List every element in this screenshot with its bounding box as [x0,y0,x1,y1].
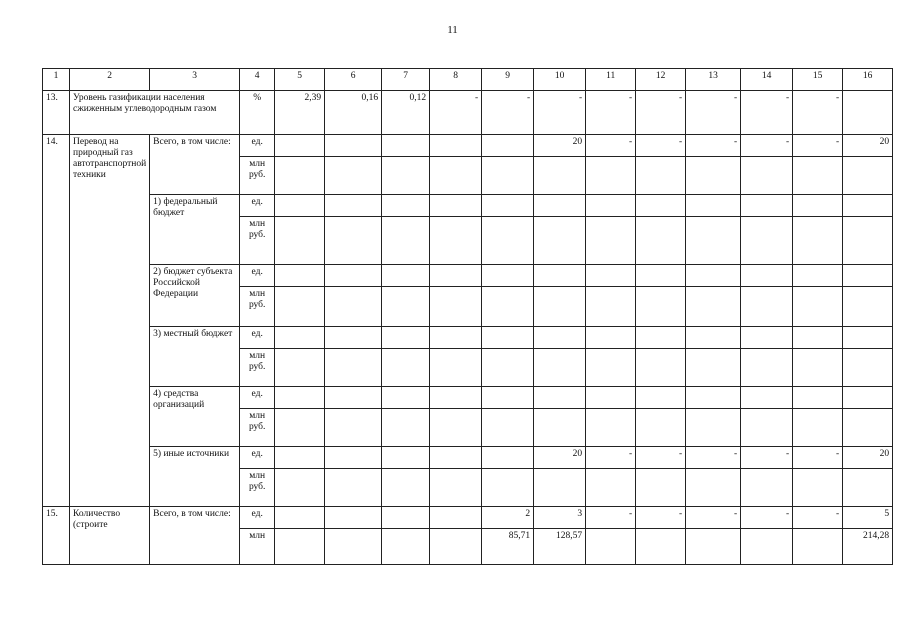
column-number-cell: 9 [482,69,534,91]
table-row [43,327,893,349]
value-cell [482,265,534,287]
table-row [43,195,893,217]
value-cell: - [741,91,793,135]
value-cell [741,265,793,287]
value-cell [793,265,843,287]
value-cell [325,157,382,195]
unit-cell: млн руб. [240,349,275,387]
value-cell [482,287,534,327]
value-cell [741,217,793,265]
value-cell [793,349,843,387]
value-cell [382,287,430,327]
value-cell [275,507,325,529]
value-cell [843,409,893,447]
value-cell [325,217,382,265]
value-cell: - [482,91,534,135]
value-cell [636,217,686,265]
value-cell [325,349,382,387]
value-cell [686,217,741,265]
value-cell [586,409,636,447]
funding-source-label: 5) иные источники [150,447,240,507]
value-cell: - [586,447,636,469]
value-cell [843,287,893,327]
column-number-cell: 5 [275,69,325,91]
value-cell [382,447,430,469]
value-cell [636,469,686,507]
value-cell [430,529,482,565]
value-cell: - [430,91,482,135]
value-cell [586,157,636,195]
value-cell [793,217,843,265]
value-cell: - [686,135,741,157]
value-cell: - [793,135,843,157]
value-cell: 0,12 [382,91,430,135]
value-cell [793,387,843,409]
value-cell [636,287,686,327]
value-cell: 2 [482,507,534,529]
value-cell [741,327,793,349]
value-cell [275,217,325,265]
value-cell [793,469,843,507]
value-cell: 20 [534,135,586,157]
value-cell [686,327,741,349]
value-cell [843,349,893,387]
value-cell [741,349,793,387]
value-cell [325,327,382,349]
unit-cell: млн [240,529,275,565]
value-cell [482,349,534,387]
column-number-cell: 6 [325,69,382,91]
value-cell [382,195,430,217]
value-cell [482,387,534,409]
row-number: 15. [43,507,70,565]
value-cell [430,157,482,195]
value-cell [534,327,586,349]
value-cell [482,217,534,265]
value-cell [636,195,686,217]
value-cell [275,409,325,447]
value-cell [686,529,741,565]
unit-cell: млн руб. [240,409,275,447]
column-number-cell: 2 [70,69,150,91]
value-cell [382,349,430,387]
value-cell [325,287,382,327]
value-cell [686,157,741,195]
value-cell: - [636,447,686,469]
value-cell [843,469,893,507]
table-row [43,387,893,409]
value-cell [686,287,741,327]
funding-source-label: Всего, в том числе: [150,135,240,195]
unit-cell: млн руб. [240,287,275,327]
value-cell [325,409,382,447]
value-cell [636,409,686,447]
column-number-cell: 7 [382,69,430,91]
value-cell [430,387,482,409]
value-cell [586,217,636,265]
value-cell [482,469,534,507]
value-cell [843,327,893,349]
value-cell [275,287,325,327]
value-cell [382,409,430,447]
value-cell [482,327,534,349]
value-cell [741,529,793,565]
value-cell [382,217,430,265]
value-cell [534,287,586,327]
value-cell [843,217,893,265]
value-cell [275,349,325,387]
value-cell: - [534,91,586,135]
value-cell: - [686,507,741,529]
value-cell [275,157,325,195]
value-cell [586,287,636,327]
value-cell: 0,16 [325,91,382,135]
funding-source-label: Всего, в том числе: [150,507,240,565]
value-cell [686,349,741,387]
value-cell [534,349,586,387]
value-cell [325,529,382,565]
value-cell [843,91,893,135]
value-cell [275,265,325,287]
row-number: 13. [43,91,70,135]
unit-cell: ед. [240,327,275,349]
value-cell [325,387,382,409]
value-cell [430,287,482,327]
table-row [43,91,893,135]
funding-source-label: 4) средства организаций [150,387,240,447]
indicator-title: Количество (строите [70,507,150,565]
unit-cell: млн руб. [240,157,275,195]
funding-source-label: 1) федеральный бюджет [150,195,240,265]
value-cell: - [741,507,793,529]
column-number-cell: 4 [240,69,275,91]
value-cell [382,157,430,195]
unit-cell: млн руб. [240,469,275,507]
value-cell [534,409,586,447]
value-cell [586,195,636,217]
unit-cell: ед. [240,195,275,217]
value-cell [325,135,382,157]
value-cell: - [741,447,793,469]
column-number-cell: 1 [43,69,70,91]
value-cell [325,265,382,287]
unit-cell: ед. [240,265,275,287]
value-cell: - [636,135,686,157]
value-cell [275,195,325,217]
value-cell [382,387,430,409]
value-cell [741,469,793,507]
unit-cell: ед. [240,135,275,157]
value-cell [275,327,325,349]
indicator-table [42,68,893,565]
unit-cell: ед. [240,387,275,409]
value-cell: 20 [843,447,893,469]
column-number-cell: 15 [793,69,843,91]
unit-cell: млн руб. [240,217,275,265]
funding-source-label: 2) бюджет субъекта Российской Федерации [150,265,240,327]
value-cell: - [636,91,686,135]
value-cell: 85,71 [482,529,534,565]
value-cell [843,265,893,287]
column-number-row [43,69,893,91]
table-row [43,265,893,287]
value-cell [382,327,430,349]
table-row [43,507,893,529]
value-cell [482,409,534,447]
value-cell: 20 [843,135,893,157]
value-cell [325,447,382,469]
value-cell: 128,57 [534,529,586,565]
value-cell [586,349,636,387]
value-cell [275,387,325,409]
value-cell [430,135,482,157]
value-cell [430,349,482,387]
value-cell [636,327,686,349]
column-number-cell: 8 [430,69,482,91]
value-cell [382,469,430,507]
value-cell: - [636,507,686,529]
value-cell [482,157,534,195]
value-cell [586,265,636,287]
value-cell [482,195,534,217]
column-number-cell: 11 [586,69,636,91]
value-cell [430,327,482,349]
value-cell [686,409,741,447]
value-cell [482,135,534,157]
table-row [43,447,893,469]
value-cell [482,447,534,469]
value-cell [534,387,586,409]
unit-cell: ед. [240,447,275,469]
column-number-cell: 12 [636,69,686,91]
value-cell [636,387,686,409]
value-cell: - [741,135,793,157]
value-cell: - [586,135,636,157]
value-cell [686,387,741,409]
value-cell [325,195,382,217]
column-number-cell: 14 [741,69,793,91]
value-cell [793,409,843,447]
table-row [43,135,893,157]
value-cell [430,195,482,217]
value-cell [430,217,482,265]
value-cell [586,327,636,349]
value-cell [275,447,325,469]
row-number: 14. [43,135,70,507]
value-cell [325,507,382,529]
column-number-cell: 13 [686,69,741,91]
value-cell [430,469,482,507]
value-cell [430,265,482,287]
value-cell: - [686,91,741,135]
value-cell [686,195,741,217]
column-number-cell: 3 [150,69,240,91]
value-cell [382,507,430,529]
value-cell [586,469,636,507]
value-cell: - [586,507,636,529]
value-cell [741,409,793,447]
value-cell: 3 [534,507,586,529]
value-cell [586,529,636,565]
value-cell: - [686,447,741,469]
value-cell [793,529,843,565]
value-cell [534,157,586,195]
value-cell [793,195,843,217]
unit-cell: ед. [240,507,275,529]
value-cell [275,135,325,157]
value-cell [741,287,793,327]
column-number-cell: 16 [843,69,893,91]
value-cell: 20 [534,447,586,469]
value-cell [275,469,325,507]
value-cell: 5 [843,507,893,529]
value-cell: - [793,91,843,135]
value-cell [843,195,893,217]
value-cell [382,529,430,565]
funding-source-label: 3) местный бюджет [150,327,240,387]
value-cell [793,157,843,195]
value-cell [793,327,843,349]
value-cell [325,469,382,507]
value-cell [586,387,636,409]
value-cell [686,469,741,507]
value-cell [636,157,686,195]
value-cell [793,287,843,327]
value-cell [382,135,430,157]
value-cell [843,387,893,409]
value-cell: - [586,91,636,135]
value-cell: 214,28 [843,529,893,565]
value-cell [741,195,793,217]
indicator-title: Перевод на природный газ автотранспортной техники [70,135,150,507]
value-cell [686,265,741,287]
value-cell [382,265,430,287]
value-cell [636,265,686,287]
value-cell: 2,39 [275,91,325,135]
value-cell [534,217,586,265]
value-cell [534,195,586,217]
value-cell [430,447,482,469]
value-cell [534,265,586,287]
page-number: 11 [447,24,458,36]
value-cell [741,157,793,195]
unit-cell: % [240,91,275,135]
value-cell [636,529,686,565]
value-cell [636,349,686,387]
value-cell: - [793,447,843,469]
indicator-label: Уровень газификации населения сжиженным углеводородным газом [70,91,240,135]
value-cell [741,387,793,409]
value-cell [843,157,893,195]
value-cell [275,529,325,565]
value-cell [534,469,586,507]
value-cell [430,507,482,529]
column-number-cell: 10 [534,69,586,91]
value-cell [430,409,482,447]
value-cell: - [793,507,843,529]
